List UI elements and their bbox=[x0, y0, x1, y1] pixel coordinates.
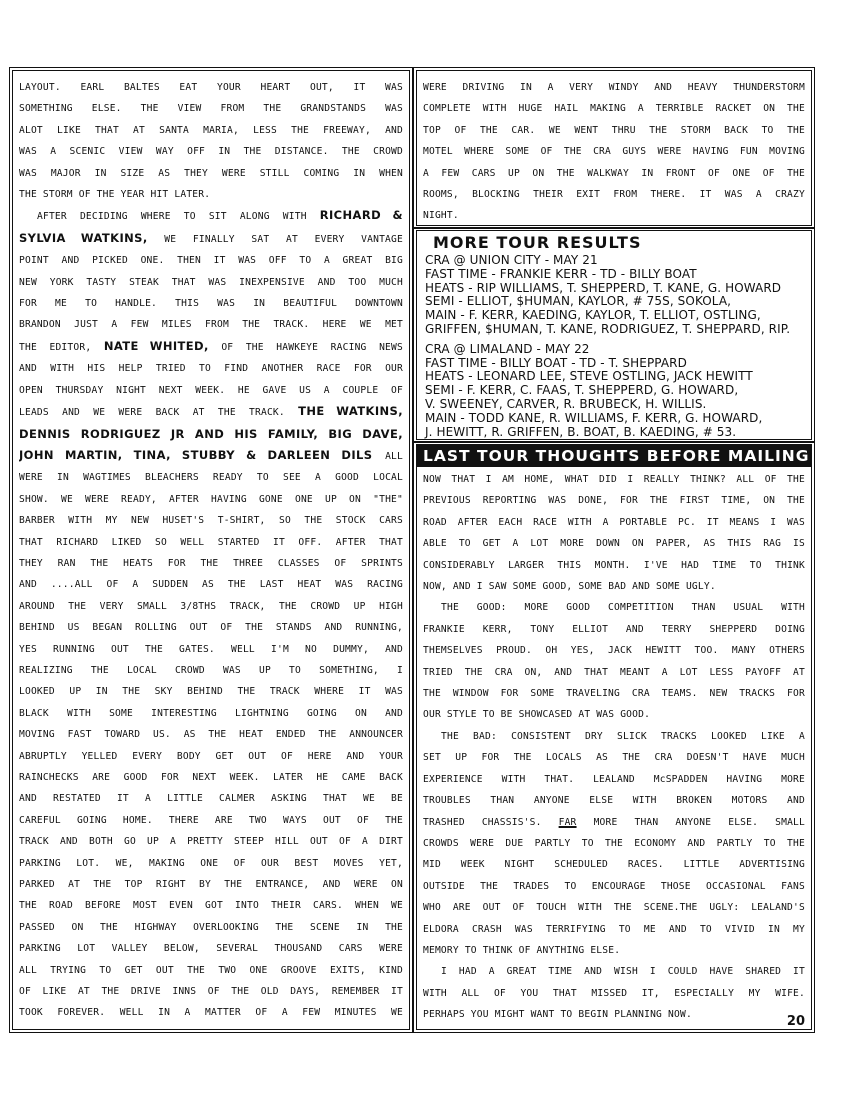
text-line: THE WINDOW FOR SOME TRAVELING CRA TEAMS. NEW TRACKS FOR bbox=[423, 688, 805, 700]
emphasis-far: FAR bbox=[558, 816, 577, 828]
text-line: SYLVIA WATKINS, WE FINALLY SAT AT EVERY VANTAGE bbox=[19, 230, 403, 245]
name-highlight: THE WATKINS, bbox=[298, 404, 403, 419]
result-line: HEATS - LEONARD LEE, STEVE OSTLING, JACK HEWITT bbox=[425, 369, 753, 384]
text-line: MOTEL WHERE SOME OF THE CRA GUYS WERE HAVING FUN MOVING bbox=[423, 146, 805, 158]
text-line: AFTER DECIDING WHERE TO SIT ALONG WITH RICHARD & bbox=[37, 208, 403, 223]
text-line: WHO ARE OUT OF TOUCH WITH THE SCENE.THE UGLY: LEALAND'S bbox=[423, 902, 805, 914]
text-line: SOMETHING ELSE. THE VIEW FROM THE GRANDSTANDS WAS bbox=[19, 103, 403, 115]
tour-thoughts-box bbox=[416, 444, 812, 1030]
text-line: THE GOOD: MORE GOOD COMPETITION THAN USUAL WITH bbox=[441, 602, 805, 614]
text-line: ALL TRYING TO GET OUT THE TWO ONE GROOVE EXITS, KIND bbox=[19, 964, 403, 976]
result-line: SEMI - F. KERR, C. FAAS, T. SHEPPERD, G. HOWARD, bbox=[425, 383, 739, 398]
text-line: BEHIND US BEGAN ROLLING OUT OF THE STANDS AND RUNNING, bbox=[19, 622, 403, 634]
text-line: AND RESTATED IT A LITTLE CALMER ASKING THAT WE BE bbox=[19, 793, 403, 805]
text-line: OUR STYLE TO BE SHOWCASED AT WAS GOOD. bbox=[423, 709, 651, 721]
text-line: BRANDON JUST A FEW MILES FROM THE TRACK. HERE WE MET bbox=[19, 319, 403, 331]
text-line: PREVIOUS REPORTING WAS DONE, FOR THE FIRST TIME, ON THE bbox=[423, 495, 805, 507]
tour-results-box bbox=[416, 230, 812, 440]
text-line: MEMORY TO THINK OF ANYTHING ELSE. bbox=[423, 944, 621, 956]
thoughts-title: LAST TOUR THOUGHTS BEFORE MAILING bbox=[417, 445, 811, 467]
results-title: MORE TOUR RESULTS bbox=[433, 233, 642, 252]
text-line: ABLE TO GET A LOT MORE DOWN ON PAPER, AS THIS RAG IS bbox=[423, 538, 805, 550]
text-line: POINT AND PICKED ONE. THEN IT WAS OFF TO A GREAT BIG bbox=[19, 255, 403, 267]
text-line: ABRUPTLY YELLED EVERY BODY GET OUT OF HERE AND YOUR bbox=[19, 750, 403, 762]
result-line: GRIFFEN, $HUMAN, T. KANE, RODRIGUEZ, T. SHEPPARD, RIP. bbox=[425, 321, 791, 336]
text-line: JOHN MARTIN, TINA, STUBBY & DARLEEN DILS ALL bbox=[19, 447, 403, 462]
text-line: ELDORA CRASH WAS TERRIFYING TO ME AND TO VIVID IN MY bbox=[423, 923, 805, 935]
text-line: WITH ALL OF YOU THAT MISSED IT, ESPECIALLY MY WIFE. bbox=[423, 987, 805, 999]
name-highlight: NATE WHITED, bbox=[103, 338, 209, 353]
result-line: FAST TIME - FRANKIE KERR - TD - BILLY BOAT bbox=[425, 266, 697, 281]
text-line: CROWDS WERE DUE PARTLY TO THE ECONOMY AND PARTLY TO THE bbox=[423, 837, 805, 849]
text-line: WAS MAJOR IN SIZE AS THEY WERE STILL COMING IN WHEN bbox=[19, 167, 403, 179]
text-line: I HAD A GREAT TIME AND WISH I COULD HAVE SHARED IT bbox=[441, 966, 805, 978]
text-line: AND ....ALL OF A SUDDEN AS THE LAST HEAT WAS RACING bbox=[19, 579, 403, 591]
text-line: NOW, AND I SAW SOME GOOD, SOME BAD AND SOME UGLY. bbox=[423, 581, 716, 593]
text-line: FOR ME TO HANDLE. THIS WAS IN BEAUTIFUL DOWNTOWN bbox=[19, 298, 403, 310]
result-line: CRA @ LIMALAND - MAY 22 bbox=[425, 341, 590, 356]
text-line: RAINCHECKS ARE GOOD FOR NEXT WEEK. LATER HE CAME BACK bbox=[19, 772, 403, 783]
name-highlight: JOHN MARTIN, TINA, STUBBY & DARLEEN DILS bbox=[19, 447, 373, 462]
text-line: THAT RICHARD LIKED SO WELL STARTED IT OFF. AFTER THAT bbox=[19, 536, 403, 548]
text-line: PERHAPS YOU MIGHT WANT TO BEGIN PLANNING NOW. bbox=[423, 1009, 692, 1021]
text-line: THE ROAD BEFORE MOST EVEN GOT INTO THEIR CARS. WHEN WE bbox=[19, 900, 403, 912]
text-line: LAYOUT. EARL BALTES EAT YOUR HEART OUT, IT WAS bbox=[19, 82, 403, 93]
text-line: BLACK WITH SOME INTERESTING LIGHTNING GOING ON AND bbox=[19, 707, 403, 719]
text-line: FRANKIE KERR, TONY ELLIOT AND TERRY SHEPPERD DOING bbox=[423, 623, 805, 635]
text-line: NIGHT. bbox=[423, 210, 459, 222]
name-highlight: RICHARD & bbox=[319, 208, 403, 223]
text-line: TROUBLES THAN ANYONE ELSE WITH BROKEN MOTORS AND bbox=[423, 795, 805, 807]
text-line: TRASHED CHASSIS'S. FAR MORE THAN ANYONE ELSE. SMALL bbox=[423, 816, 805, 828]
text-line: LEADS AND WE WERE BACK AT THE TRACK. THE WATKINS, bbox=[19, 404, 403, 419]
text-line: CONSIDERABLY LARGER THIS MONTH. I'VE HAD TIME TO THINK bbox=[423, 559, 805, 571]
text-line: NOW THAT I AM HOME, WHAT DID I REALLY THINK? ALL OF THE bbox=[423, 474, 805, 485]
text-line: A FEW CARS UP ON THE WALKWAY IN FRONT OF ONE OF THE bbox=[423, 167, 805, 179]
text-line: PARKED AT THE TOP RIGHT BY THE ENTRANCE, AND WERE ON bbox=[19, 879, 403, 891]
text-line: YES RUNNING OUT THE GATES. WELL I'M NO DUMMY, AND bbox=[19, 643, 403, 655]
text-line: LOOKED UP IN THE SKY BEHIND THE TRACK WHERE IT WAS bbox=[19, 686, 403, 698]
result-line: FAST TIME - BILLY BOAT - TD - T. SHEPPARD bbox=[425, 355, 687, 370]
text-line: BARBER WITH MY NEW HUSET'S T-SHIRT, SO THE STOCK CARS bbox=[19, 515, 403, 527]
results-group-limaland bbox=[417, 343, 811, 440]
text-line: REALIZING THE LOCAL CROWD WAS UP TO SOMETHING, I bbox=[19, 664, 403, 676]
text-line: THE STORM OF THE YEAR HIT LATER. bbox=[19, 189, 211, 201]
name-highlight: SYLVIA WATKINS, bbox=[19, 230, 148, 245]
text-line: TRIED THE CRA ON, AND THAT MEANT A LOT LESS PAYOFF AT bbox=[423, 666, 805, 678]
result-line: MAIN - TODD KANE, R. WILLIAMS, F. KERR, G. HOWARD, bbox=[425, 410, 763, 425]
text-line: WERE DRIVING IN A VERY WINDY AND HEAVY THUNDERSTORM bbox=[423, 82, 805, 93]
name-highlight: DENNIS RODRIGUEZ JR AND HIS FAMILY, BIG DAVE, bbox=[19, 426, 403, 441]
result-line: V. SWEENEY, CARVER, R. BRUBECK, H. WILLIS. bbox=[425, 396, 707, 411]
result-line: CRA @ UNION CITY - MAY 21 bbox=[425, 253, 598, 267]
text-line: EXPERIENCE WITH THAT. LEALAND McSPADDEN HAVING MORE bbox=[423, 773, 805, 785]
text-line: OUTSIDE THE TRADES TO ENCOURAGE THOSE OCCASIONAL FANS bbox=[423, 880, 805, 892]
text-line: ROAD AFTER EACH RACE WITH A PORTABLE PC. IT MEANS I WAS bbox=[423, 516, 805, 528]
text-line: PASSED ON THE HIGHWAY OVERLOOKING THE SCENE IN THE bbox=[19, 921, 403, 933]
text-line: THEY RAN THE HEATS FOR THE THREE CLASSES OF SPRINTS bbox=[19, 557, 403, 569]
text-line: NEW YORK TASTY STEAK THAT WAS INEXPENSIVE AND TOO MUCH bbox=[19, 276, 403, 288]
text-line: THEMSELVES PROUD. OH YES, JACK HEWITT TOO. MANY OTHERS bbox=[423, 645, 805, 657]
text-line: SET UP FOR THE LOCALS AS THE CRA DOESN'T HAVE MUCH bbox=[423, 752, 805, 764]
result-line: MAIN - F. KERR, KAEDING, KAYLOR, T. ELLIOT, OSTLING, bbox=[425, 308, 761, 323]
text-line: OPEN THURSDAY NIGHT NEXT WEEK. HE GAVE US A COUPLE OF bbox=[19, 384, 403, 396]
text-line: TOP OF THE CAR. WE WENT THRU THE STORM BACK TO THE bbox=[423, 124, 805, 136]
text-line: MID WEEK NIGHT SCHEDULED RACES. LITTLE ADVERTISING bbox=[423, 859, 805, 871]
result-line: HEATS - RIP WILLIAMS, T. SHEPPERD, T. KANE, G. HOWARD bbox=[425, 280, 782, 295]
text-line: WERE IN WAGTIMES BLEACHERS READY TO SEE A GOOD LOCAL bbox=[19, 472, 403, 484]
text-line: TOOK FOREVER. WELL IN A MATTER OF A FEW MINUTES WE bbox=[19, 1007, 403, 1019]
right-top-column bbox=[416, 70, 812, 226]
text-line: PARKING LOT. WE, MAKING ONE OF OUR BEST MOVES YET, bbox=[19, 857, 403, 869]
text-line: ROOMS, BLOCKING THEIR EXIT FROM THERE. IT WAS A CRAZY bbox=[423, 189, 805, 201]
text-line: PARKING LOT VALLEY BELOW, SEVERAL THOUSAND CARS WERE bbox=[19, 943, 403, 955]
text-line: ALOT LIKE THAT AT SANTA MARIA, LESS THE FREEWAY, AND bbox=[19, 124, 403, 136]
result-line: J. HEWITT, R. GRIFFEN, B. BOAT, B. KAEDING, # 53. bbox=[425, 424, 737, 439]
results-group-union-city bbox=[417, 254, 811, 337]
text-line: WAS A SCENIC VIEW WAY OFF IN THE DISTANCE. THE CROWD bbox=[19, 146, 403, 158]
text-line: THE BAD: CONSISTENT DRY SLICK TRACKS LOOKED LIKE A bbox=[441, 730, 805, 742]
result-line: SEMI - ELLIOT, $HUMAN, KAYLOR, # 75S, SOKOLA, bbox=[425, 294, 732, 309]
text-line: OF LIKE AT THE DRIVE INNS OF THE OLD DAYS, REMEMBER IT bbox=[19, 986, 403, 998]
text-line: COMPLETE WITH HUGE HAIL MAKING A TERRIBLE RACKET ON THE bbox=[423, 103, 805, 115]
text-line: AROUND THE VERY SMALL 3/8THS TRACK, THE CROWD UP HIGH bbox=[19, 600, 403, 612]
text-line: SHOW. WE WERE READY, AFTER HAVING GONE ONE UP ON "THE" bbox=[19, 493, 403, 505]
text-line: AND WITH HIS HELP TRIED TO FIND ANOTHER RACE FOR OUR bbox=[19, 363, 403, 375]
page-number: 20 bbox=[786, 1014, 805, 1029]
text-line: TRACK AND BOTH GO UP A PRETTY STEEP HILL OUT OF A DIRT bbox=[19, 836, 403, 848]
text-line: CAREFUL GOING HOME. THERE ARE TWO WAYS OUT OF THE bbox=[19, 814, 403, 826]
text-line: THE EDITOR, NATE WHITED, OF THE HAWKEYE RACING NEWS bbox=[19, 338, 403, 353]
text-line: MOVING FAST TOWARD US. AS THE HEAT ENDED THE ANNOUNCER bbox=[19, 729, 403, 741]
left-column bbox=[12, 70, 410, 1030]
